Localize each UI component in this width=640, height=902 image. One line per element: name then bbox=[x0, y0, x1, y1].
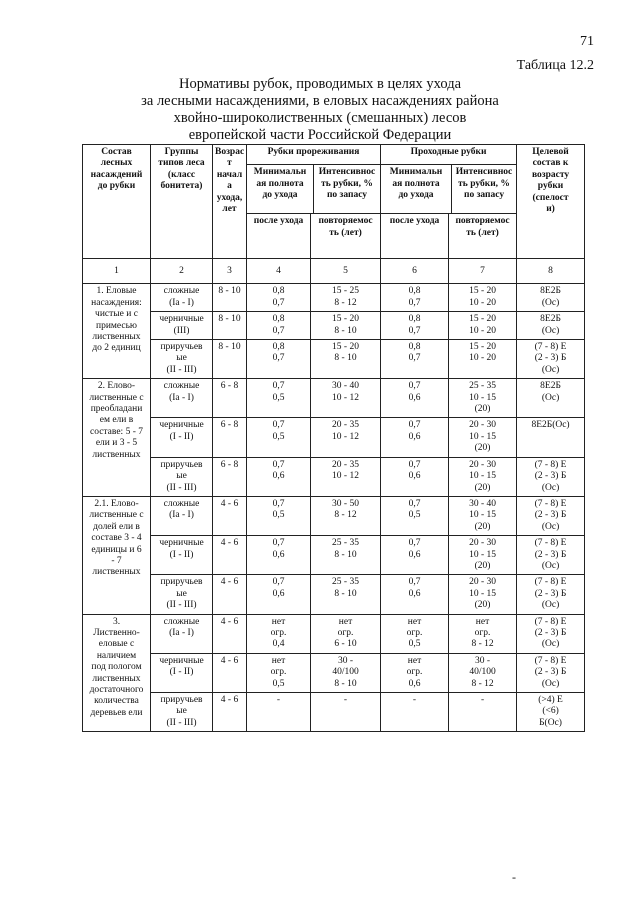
value-cell: 0,7 0,6 bbox=[381, 457, 449, 496]
target-cell: 8Е2Б (Ос) bbox=[517, 312, 585, 340]
value-cell: 15 - 20 10 - 20 bbox=[449, 312, 517, 340]
value-cell: нет огр. 0,4 bbox=[247, 614, 311, 653]
value-cell: 0,7 0,6 bbox=[247, 575, 311, 614]
col-number: 8 bbox=[517, 259, 585, 284]
age-cell: 4 - 6 bbox=[213, 614, 247, 653]
value-cell: 15 - 25 8 - 12 bbox=[311, 284, 381, 312]
age-cell: 6 - 8 bbox=[213, 457, 247, 496]
target-cell: 8Е2Б(Ос) bbox=[517, 418, 585, 457]
header-thinning-intensity: Интенсивнос ть рубки, % по запасу bbox=[318, 167, 376, 201]
age-cell: 6 - 8 bbox=[213, 379, 247, 418]
value-cell: 0,8 0,7 bbox=[381, 340, 449, 379]
value-cell: 0,8 0,7 bbox=[247, 312, 311, 340]
forest-type-cell: черничные (I - II) bbox=[151, 418, 213, 457]
value-cell: 15 - 20 8 - 10 bbox=[311, 312, 381, 340]
value-cell: - bbox=[311, 693, 381, 732]
header-repeat-2: повторяемос ть (лет) bbox=[449, 214, 517, 259]
forest-type-cell: приручьев ые (II - III) bbox=[151, 693, 213, 732]
col-number: 4 bbox=[247, 259, 311, 284]
value-cell: 0,8 0,7 bbox=[247, 284, 311, 312]
value-cell: 0,7 0,5 bbox=[247, 418, 311, 457]
age-cell: 8 - 10 bbox=[213, 312, 247, 340]
forest-type-cell: черничные (I - II) bbox=[151, 536, 213, 575]
value-cell: 15 - 20 10 - 20 bbox=[449, 340, 517, 379]
value-cell: 20 - 35 10 - 12 bbox=[311, 418, 381, 457]
age-cell: 8 - 10 bbox=[213, 340, 247, 379]
value-cell: 20 - 30 10 - 15 (20) bbox=[449, 575, 517, 614]
norms-table bbox=[82, 144, 585, 732]
target-cell: (7 - 8) Е (2 - 3) Б (Ос) bbox=[517, 653, 585, 692]
value-cell: нет огр. 6 - 10 bbox=[311, 614, 381, 653]
value-cell: нет огр. 0,5 bbox=[381, 614, 449, 653]
target-cell: (7 - 8) Е (2 - 3) Б (Ос) bbox=[517, 496, 585, 535]
forest-type-cell: приручьев ые (II - III) bbox=[151, 457, 213, 496]
document-title bbox=[0, 76, 640, 144]
age-cell: 8 - 10 bbox=[213, 284, 247, 312]
forest-type-cell: приручьев ые (II - III) bbox=[151, 340, 213, 379]
target-cell: (7 - 8) Е (2 - 3) Б (Ос) bbox=[517, 575, 585, 614]
col-number: 5 bbox=[311, 259, 381, 284]
header-passage-title: Проходные рубки bbox=[410, 147, 487, 157]
value-cell: 30 - 40/100 8 - 12 bbox=[449, 653, 517, 692]
value-cell: 0,7 0,6 bbox=[381, 536, 449, 575]
value-cell: 15 - 20 8 - 10 bbox=[311, 340, 381, 379]
value-cell: 20 - 35 10 - 12 bbox=[311, 457, 381, 496]
value-cell: 25 - 35 8 - 10 bbox=[311, 536, 381, 575]
value-cell: 20 - 30 10 - 15 (20) bbox=[449, 418, 517, 457]
value-cell: 0,7 0,6 bbox=[381, 575, 449, 614]
value-cell: нет огр. 0,5 bbox=[247, 653, 311, 692]
value-cell: 30 - 40 10 - 12 bbox=[311, 379, 381, 418]
value-cell: - bbox=[381, 693, 449, 732]
value-cell: 25 - 35 10 - 15 (20) bbox=[449, 379, 517, 418]
target-cell: (>4) Е (<6) Б(Ос) bbox=[517, 693, 585, 732]
age-cell: 4 - 6 bbox=[213, 536, 247, 575]
col-number: 7 bbox=[449, 259, 517, 284]
col-number: 1 bbox=[83, 259, 151, 284]
header-repeat-1: повторяемос ть (лет) bbox=[311, 214, 381, 259]
composition-cell: 1. Еловые насаждения: чистые и с примесью лиственных до 2 единиц bbox=[83, 284, 151, 379]
header-forest-group: Группы типов леса (класс бонитета) bbox=[151, 145, 213, 259]
value-cell: 30 - 40/100 8 - 10 bbox=[311, 653, 381, 692]
target-cell: (7 - 8) Е (2 - 3) Б (Ос) bbox=[517, 614, 585, 653]
value-cell: 20 - 30 10 - 15 (20) bbox=[449, 536, 517, 575]
value-cell: нет огр. 0,6 bbox=[381, 653, 449, 692]
forest-type-cell: сложные (Iа - I) bbox=[151, 284, 213, 312]
value-cell: 0,7 0,6 bbox=[247, 457, 311, 496]
value-cell: 0,8 0,7 bbox=[381, 284, 449, 312]
table-label: Таблица 12.2 bbox=[516, 58, 594, 73]
age-cell: 4 - 6 bbox=[213, 575, 247, 614]
target-cell: 8Е2Б (Ос) bbox=[517, 284, 585, 312]
value-cell: - bbox=[247, 693, 311, 732]
value-cell: 0,7 0,6 bbox=[381, 418, 449, 457]
forest-type-cell: сложные (Iа - I) bbox=[151, 379, 213, 418]
forest-type-cell: черничные (III) bbox=[151, 312, 213, 340]
bottom-mark: - bbox=[512, 870, 516, 884]
forest-type-cell: черничные (I - II) bbox=[151, 653, 213, 692]
target-cell: (7 - 8) Е (2 - 3) Б (Ос) bbox=[517, 457, 585, 496]
value-cell: 0,7 0,6 bbox=[381, 379, 449, 418]
header-after-care-2: после ухода bbox=[381, 214, 449, 259]
value-cell: 20 - 30 10 - 15 (20) bbox=[449, 457, 517, 496]
value-cell: 25 - 35 8 - 10 bbox=[311, 575, 381, 614]
header-thinning bbox=[247, 145, 381, 214]
forest-type-cell: сложные (Iа - I) bbox=[151, 496, 213, 535]
age-cell: 4 - 6 bbox=[213, 496, 247, 535]
title-line: европейской части Российской Федерации bbox=[188, 127, 452, 143]
header-thinning-min-density: Минимальн ая полнота до ухода bbox=[247, 165, 314, 213]
title-line: хвойно-широколиственных (смешанных) лесов bbox=[173, 110, 467, 126]
age-cell: 4 - 6 bbox=[213, 653, 247, 692]
header-after-care-1: после ухода bbox=[247, 214, 311, 259]
header-composition: Состав лесных насаждений до рубки bbox=[83, 145, 151, 259]
composition-cell: 3. Лиственно- еловые с наличием под пологом лиственных достаточного количества деревьев ели bbox=[83, 614, 151, 732]
title-line: за лесными насаждениями, в еловых насаждениях района bbox=[141, 93, 499, 109]
age-cell: 6 - 8 bbox=[213, 418, 247, 457]
value-cell: 30 - 50 8 - 12 bbox=[311, 496, 381, 535]
value-cell: 0,7 0,5 bbox=[381, 496, 449, 535]
col-number: 6 bbox=[381, 259, 449, 284]
header-age: Возрас т начал а ухода, лет bbox=[213, 145, 247, 259]
page-number: 71 bbox=[580, 34, 594, 49]
header-passage bbox=[381, 145, 517, 214]
value-cell: 30 - 40 10 - 15 (20) bbox=[449, 496, 517, 535]
value-cell: 0,8 0,7 bbox=[247, 340, 311, 379]
header-passage-intensity: Интенсивнос ть рубки, % по запасу bbox=[455, 167, 513, 201]
col-number: 3 bbox=[213, 259, 247, 284]
value-cell: нет огр. 8 - 12 bbox=[449, 614, 517, 653]
composition-cell: 2. Елово- лиственные с преобладани ем ели в составе: 5 - 7 ели и 3 - 5 лиственных bbox=[83, 379, 151, 497]
target-cell: (7 - 8) Е (2 - 3) Б (Ос) bbox=[517, 536, 585, 575]
composition-cell: 2.1. Елово- лиственные с долей ели в составе 3 - 4 единицы и 6 - 7 лиственных bbox=[83, 496, 151, 614]
age-cell: 4 - 6 bbox=[213, 693, 247, 732]
target-cell: (7 - 8) Е (2 - 3) Б (Ос) bbox=[517, 340, 585, 379]
title-line: Нормативы рубок, проводимых в целях ухода bbox=[178, 76, 462, 92]
header-thinning-title: Рубки прореживания bbox=[267, 147, 360, 157]
value-cell: 0,7 0,5 bbox=[247, 496, 311, 535]
header-target: Целевой состав к возрасту рубки (спелост и) bbox=[517, 145, 585, 259]
value-cell: 0,7 0,5 bbox=[247, 379, 311, 418]
value-cell: 0,7 0,6 bbox=[247, 536, 311, 575]
col-number: 2 bbox=[151, 259, 213, 284]
forest-type-cell: приручьев ые (II - III) bbox=[151, 575, 213, 614]
value-cell: 15 - 20 10 - 20 bbox=[449, 284, 517, 312]
target-cell: 8Е2Б (Ос) bbox=[517, 379, 585, 418]
value-cell: 0,8 0,7 bbox=[381, 312, 449, 340]
header-passage-min-density: Минимальн ая полнота до ухода bbox=[381, 165, 452, 213]
forest-type-cell: сложные (Iа - I) bbox=[151, 614, 213, 653]
value-cell: - bbox=[449, 693, 517, 732]
